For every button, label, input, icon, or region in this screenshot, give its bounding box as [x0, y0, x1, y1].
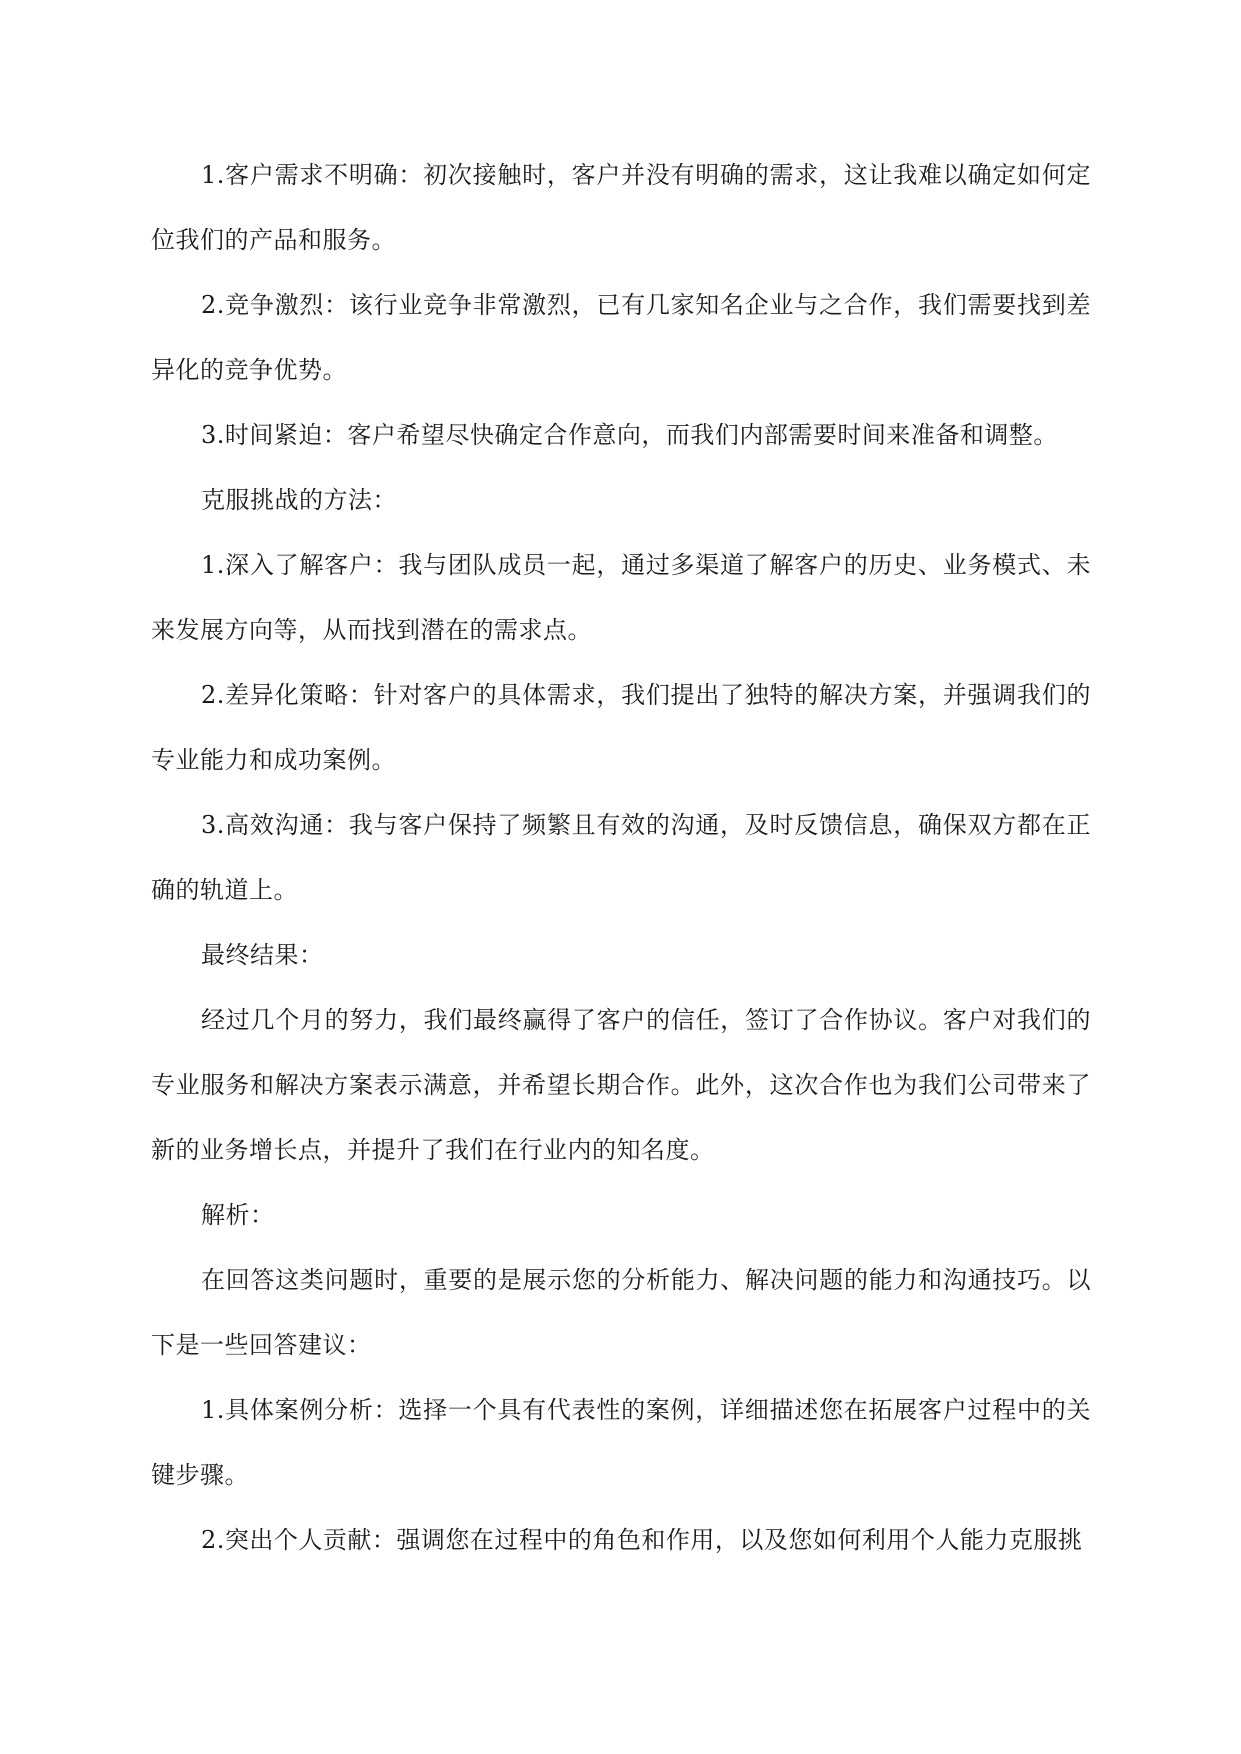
paragraph-challenge-1: 1.客户需求不明确：初次接触时，客户并没有明确的需求，这让我难以确定如何定位我们的产品和服务。	[151, 161, 1091, 254]
paragraph-analysis: 在回答这类问题时，重要的是展示您的分析能力、解决问题的能力和沟通技巧。以下是一些回答建议：	[151, 1266, 1091, 1359]
section-heading-analysis: 解析：	[201, 1201, 275, 1229]
section-heading-methods: 克服挑战的方法：	[201, 486, 397, 514]
paragraph-challenge-3: 3.时间紧迫：客户希望尽快确定合作意向，而我们内部需要时间来准备和调整。	[201, 421, 1058, 449]
paragraph-method-2: 2.差异化策略：针对客户的具体需求，我们提出了独特的解决方案，并强调我们的专业能力和成功案例。	[151, 681, 1091, 774]
paragraph-result: 经过几个月的努力，我们最终赢得了客户的信任，签订了合作协议。客户对我们的专业服务和解决方案表示满意，并希望长期合作。此外，这次合作也为我们公司带来了新的业务增长点，并提升了我们在行业内的知名度。	[151, 1006, 1091, 1164]
document-body	[151, 143, 1091, 1573]
paragraph-challenge-2: 2.竞争激烈：该行业竞争非常激烈，已有几家知名企业与之合作，我们需要找到差异化的竞争优势。	[151, 291, 1091, 384]
paragraph-tip-1: 1.具体案例分析：选择一个具有代表性的案例，详细描述您在拓展客户过程中的关键步骤。	[151, 1396, 1091, 1489]
paragraph-method-3: 3.高效沟通：我与客户保持了频繁且有效的沟通，及时反馈信息，确保双方都在正确的轨道上。	[151, 811, 1091, 904]
paragraph-method-1: 1.深入了解客户：我与团队成员一起，通过多渠道了解客户的历史、业务模式、未来发展方向等，从而找到潜在的需求点。	[151, 551, 1091, 644]
paragraph-tip-2: 2.突出个人贡献：强调您在过程中的角色和作用，以及您如何利用个人能力克服挑	[201, 1526, 1083, 1554]
section-heading-result: 最终结果：	[201, 941, 324, 969]
